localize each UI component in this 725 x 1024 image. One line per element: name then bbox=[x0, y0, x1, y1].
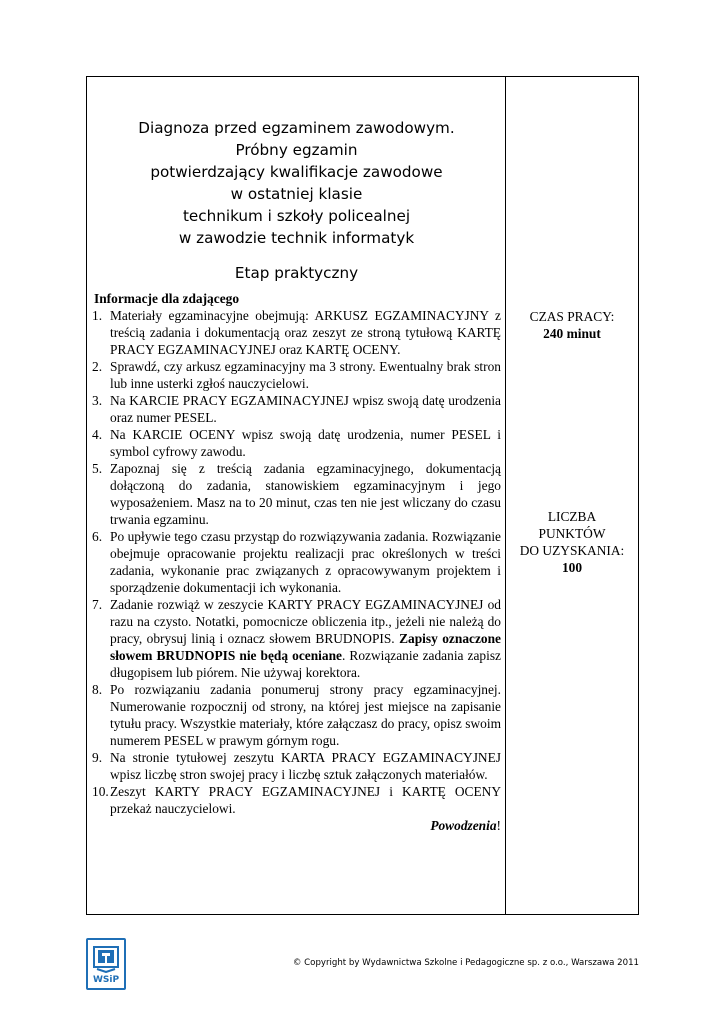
copyright-notice: © Copyright by Wydawnictwa Szkolne i Pedagogiczne sp. z o.o., Warszawa 2011 bbox=[292, 958, 639, 968]
closing-greeting bbox=[92, 817, 501, 834]
time-label: CZAS PRACY: bbox=[529, 309, 615, 324]
points-label-line-3: DO UZYSKANIA: bbox=[519, 543, 625, 558]
instruction-text: Zeszyt KARTY PRACY EGZAMINACYJNEJ i KARTĘ OCENY przekaż nauczycielowi. bbox=[110, 784, 501, 816]
points-box bbox=[506, 508, 638, 576]
header-line-3: potwierdzający kwalifikacje zawodowe bbox=[150, 163, 443, 181]
header-line-6: w zawodzie technik informatyk bbox=[178, 229, 415, 247]
instructions-block bbox=[92, 290, 501, 834]
instruction-text: Zadanie rozwiąż w zeszycie KARTY PRACY EGZAMINACYJNEJ od razu na czysto. Notatki, pomocnicze obliczenia itp., jeżeli nie należą do pracy, obrysuj linią i oznacz słowem BRUDNOPIS. bbox=[110, 597, 501, 646]
instruction-text: Sprawdź, czy arkusz egzaminacyjny ma 3 strony. Ewentualny brak stron lub inne usterki zgłoś nauczycielowi. bbox=[110, 359, 501, 391]
stage-title: Etap praktyczny bbox=[234, 264, 359, 282]
instruction-text: Po rozwiązaniu zadania ponumeruj strony pracy egzaminacyjnej. Numerowanie rozpocznij od strony, na której jest miejsce na zapisanie tytułu pracy. Wszystkie materiały, które załączasz do pracy, opisz swoim numerem PESEL w prawym górnym rogu. bbox=[110, 682, 501, 748]
instruction-item bbox=[92, 749, 501, 783]
points-label-line-2: PUNKTÓW bbox=[538, 526, 606, 541]
instruction-text: . Rozwiązanie zadania zapisz długopisem lub piórem. Nie używaj korektora. bbox=[110, 648, 501, 680]
instruction-item bbox=[92, 681, 501, 749]
instruction-text: Po upływie tego czasu przystąp do rozwiązywania zadania. Rozwiązanie obejmuje opracowanie projektu realizacji prac określonych w treści zadania, wykonanie prac związanych z opracowywanym projektem i sporządzenie dokumentacji ich wykonania. bbox=[110, 529, 501, 595]
instruction-text: Na KARCIE OCENY wpisz swoją datę urodzenia, numer PESEL i symbol cyfrowy zawodu. bbox=[110, 427, 501, 459]
instructions-list bbox=[92, 307, 501, 817]
instruction-item bbox=[92, 460, 501, 528]
exam-header bbox=[90, 117, 503, 249]
points-label-line-1: LICZBA bbox=[547, 509, 597, 524]
instruction-item bbox=[92, 358, 501, 392]
instruction-text: Na KARCIE PRACY EGZAMINACYJNEJ wpisz swoją datę urodzenia oraz numer PESEL. bbox=[110, 393, 501, 425]
book-icon bbox=[93, 945, 119, 973]
closing-mark: ! bbox=[496, 818, 501, 833]
closing-word: Powodzenia bbox=[430, 818, 497, 833]
time-box bbox=[506, 308, 638, 342]
instruction-item bbox=[92, 596, 501, 681]
column-divider bbox=[505, 76, 506, 915]
instruction-text: Materiały egzaminacyjne obejmują: ARKUSZ EGZAMINACYJNY z treścią zadania i dokumentacją oraz zeszyt ze stroną tytułową KARTĘ PRACY EGZAMINACYJNEJ oraz KARTĘ OCENY. bbox=[110, 308, 501, 357]
instruction-number: 4. bbox=[92, 427, 103, 442]
instruction-number: 3. bbox=[92, 393, 103, 408]
logo-text: WSiP bbox=[92, 975, 120, 985]
instruction-number: 2. bbox=[92, 359, 103, 374]
instruction-item bbox=[92, 426, 501, 460]
points-value: 100 bbox=[561, 560, 583, 575]
instruction-item bbox=[92, 307, 501, 358]
instruction-number: 7. bbox=[92, 597, 103, 612]
instruction-number: 5. bbox=[92, 461, 103, 476]
instructions-title: Informacje dla zdającego bbox=[94, 291, 240, 306]
instruction-item bbox=[92, 783, 501, 817]
header-line-1: Diagnoza przed egzaminem zawodowym. bbox=[138, 119, 455, 137]
publisher-logo bbox=[86, 938, 126, 990]
instruction-item bbox=[92, 392, 501, 426]
instruction-item bbox=[92, 528, 501, 596]
header-line-2: Próbny egzamin bbox=[235, 141, 358, 159]
header-line-5: technikum i szkoły policealnej bbox=[182, 207, 411, 225]
time-value: 240 minut bbox=[543, 326, 601, 341]
instruction-text: Na stronie tytułowej zeszytu KARTA PRACY EGZAMINACYJNEJ wpisz liczbę stron swojej pracy i liczbę sztuk załączonych materiałów. bbox=[110, 750, 501, 782]
instruction-text: Zapoznaj się z treścią zadania egzaminacyjnego, dokumentacją dołączoną do zadania, stanowiskiem egzaminacyjnym i jego wyposażeniem. Masz na to 20 minut, czas ten nie jest wliczany do czasu trwania egzaminu. bbox=[110, 461, 501, 527]
instruction-number: 6. bbox=[92, 529, 103, 544]
instruction-number: 10. bbox=[92, 784, 109, 799]
header-line-4: w ostatniej klasie bbox=[230, 185, 363, 203]
instruction-number: 8. bbox=[92, 682, 103, 697]
instruction-number: 1. bbox=[92, 308, 103, 323]
instruction-bold-text: Zapisy oznaczone słowem BRUDNOPIS nie będą oceniane bbox=[110, 631, 501, 663]
instruction-number: 9. bbox=[92, 750, 103, 765]
